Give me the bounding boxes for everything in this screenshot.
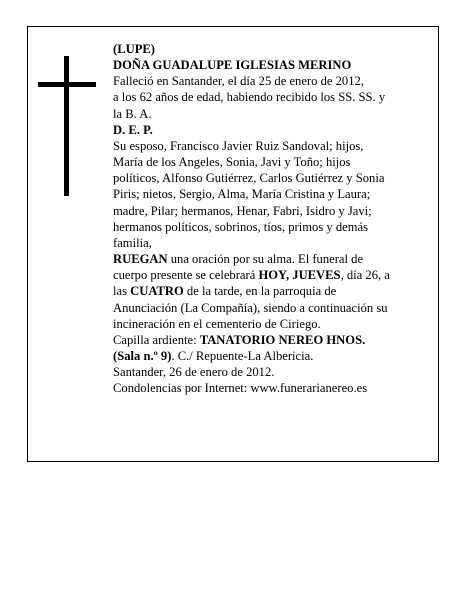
funeral-text-b: , día 26, a <box>340 268 390 283</box>
hoy-word: HOY <box>258 268 286 283</box>
death-line-1: Falleció en Santander, el día 25 de enero de 2012, <box>113 74 364 89</box>
family-line: Piris; nietos, Sergio, Alma, María Cristina y Laura; <box>113 187 371 202</box>
ruegan-word: RUEGAN <box>113 252 168 267</box>
parish-line: Anunciación (La Compañía), siendo a continuación su <box>113 300 388 315</box>
dep-line: D. E. P. <box>113 122 153 137</box>
obituary-text <box>113 41 429 396</box>
ruegan-rest: una oración por su alma. El funeral de <box>167 252 364 267</box>
deceased-name: DOÑA GUADALUPE IGLESIAS MERINO <box>113 58 352 73</box>
death-line-2: a los 62 años de edad, habiendo recibido los SS. SS. y <box>113 90 386 105</box>
time-line <box>113 283 429 299</box>
nickname: (LUPE) <box>113 42 155 56</box>
family-line: políticos, Alfonso Gutiérrez, Carlos Gutiérrez y Sonia <box>113 171 385 186</box>
condolences-line: Condolencias por Internet: www.funerarianereo.es <box>113 381 368 396</box>
cuatro-word: CUATRO <box>130 284 184 299</box>
cross-icon <box>64 56 69 196</box>
las-word: las <box>113 284 131 299</box>
family-line: hermanos políticos, sobrinos, tíos, primos y demás <box>113 219 369 234</box>
address-text: . C./ Repuente-La Albericia. <box>171 348 314 363</box>
ruegan-line <box>113 251 429 267</box>
family-line: Su esposo, Francisco Javier Ruiz Sandoval; hijos, <box>113 138 364 153</box>
chapel-line <box>113 332 429 348</box>
cross-icon-bar <box>38 82 96 87</box>
family-line: madre, Pilar; hermanos, Henar, Fabri, Isidro y Javi; <box>113 203 372 218</box>
tanatorio-name: TANATORIO NEREO HNOS. <box>199 332 366 347</box>
death-line-3: la B. A. <box>113 106 152 121</box>
funeral-line <box>113 267 429 283</box>
chapel-label: Capilla ardiente: <box>113 332 200 347</box>
cuatro-rest: de la tarde, en la parroquia de <box>183 284 337 299</box>
family-line: familia, <box>113 235 152 250</box>
funeral-text-a: cuerpo presente se celebrará <box>113 268 259 283</box>
family-line: María de los Angeles, Sonia, Javi y Toño; hijos <box>113 155 351 170</box>
jueves-word: JUEVES <box>292 268 341 283</box>
cremation-line: incineración en el cementerio de Ciriego. <box>113 316 321 331</box>
date-line: Santander, 26 de enero de 2012. <box>113 365 275 380</box>
comma: , <box>285 268 293 283</box>
sala-number: (Sala n.º 9) <box>113 348 172 363</box>
address-line <box>113 348 429 364</box>
